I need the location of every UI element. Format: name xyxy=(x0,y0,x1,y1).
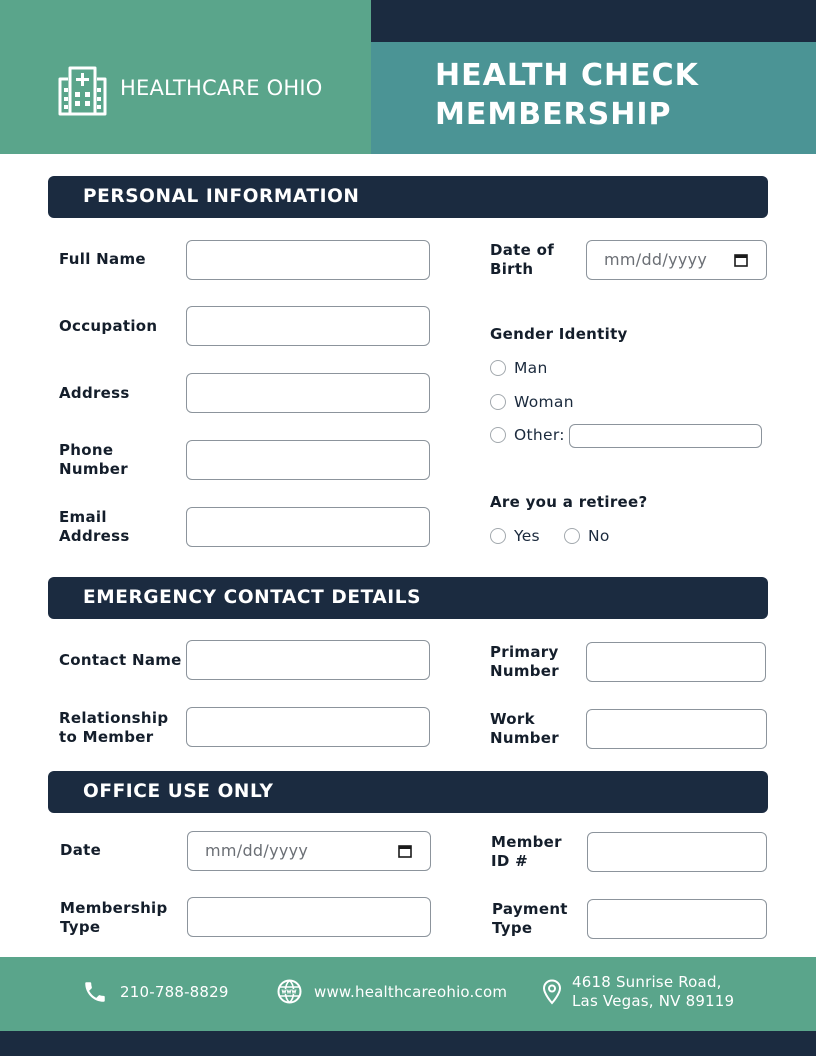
address-input[interactable] xyxy=(186,373,430,413)
radio-button[interactable] xyxy=(490,528,506,544)
member-id-label xyxy=(491,833,562,871)
calendar-icon[interactable] xyxy=(398,844,412,858)
title-line-1: HEALTH CHECK xyxy=(435,58,699,93)
occupation-label: Occupation xyxy=(59,317,158,335)
section-personal-information: PERSONAL INFORMATION xyxy=(48,176,768,218)
phone-number-label xyxy=(59,441,128,479)
member-id-input[interactable] xyxy=(587,832,767,872)
dob-label-line-2: Birth xyxy=(490,260,534,278)
office-date-placeholder: mm/dd/yyyy xyxy=(205,841,309,860)
membership-label-line-1: Membership xyxy=(60,899,168,917)
footer-phone[interactable]: 210-788-8829 xyxy=(120,983,229,1001)
membership-type-input[interactable] xyxy=(187,897,431,937)
membership-label-line-2: Type xyxy=(60,918,101,936)
globe-icon xyxy=(277,979,302,1004)
email-address-label xyxy=(59,508,130,546)
membership-type-label xyxy=(60,899,168,937)
section-office-use-only: OFFICE USE ONLY xyxy=(48,771,768,813)
relationship-label-line-1: Relationship xyxy=(59,709,169,727)
footer-address xyxy=(572,973,734,1011)
phone-number-input[interactable] xyxy=(186,440,430,480)
radio-label-man: Man xyxy=(514,359,548,377)
gender-option-woman[interactable] xyxy=(490,393,574,411)
header-top-strip xyxy=(371,0,816,42)
dob-placeholder: mm/dd/yyyy xyxy=(604,250,708,269)
document-title xyxy=(435,56,805,134)
radio-label-woman: Woman xyxy=(514,393,574,411)
footer-website[interactable]: www.healthcareohio.com xyxy=(314,983,508,1001)
radio-button[interactable] xyxy=(490,427,506,443)
radio-label-yes: Yes xyxy=(514,527,540,545)
member-id-label-line-2: ID # xyxy=(491,852,529,870)
payment-label-line-2: Type xyxy=(492,919,533,937)
member-id-label-line-1: Member xyxy=(491,833,562,851)
footer-bottom-strip xyxy=(0,1031,816,1056)
work-number-label xyxy=(490,710,559,748)
radio-button[interactable] xyxy=(564,528,580,544)
retiree-question-label: Are you a retiree? xyxy=(490,493,648,511)
work-number-input[interactable] xyxy=(586,709,767,749)
gender-option-other[interactable] xyxy=(490,426,565,444)
date-of-birth-label xyxy=(490,241,554,279)
date-of-birth-input[interactable] xyxy=(586,240,767,280)
primary-number-input[interactable] xyxy=(586,642,766,682)
relationship-input[interactable] xyxy=(186,707,430,747)
office-date-label: Date xyxy=(60,841,102,859)
email-label-line-1: Email xyxy=(59,508,107,526)
contact-name-label: Contact Name xyxy=(59,651,182,669)
phone-icon xyxy=(82,979,108,1005)
radio-button[interactable] xyxy=(490,360,506,376)
radio-button[interactable] xyxy=(490,394,506,410)
payment-label-line-1: Payment xyxy=(492,900,568,918)
phone-label-line-2: Number xyxy=(59,460,128,478)
retiree-option-yes[interactable] xyxy=(490,527,540,545)
relationship-label-line-2: to Member xyxy=(59,728,154,746)
radio-label-other: Other: xyxy=(514,426,565,444)
radio-label-no: No xyxy=(588,527,610,545)
location-pin-icon xyxy=(542,979,562,1005)
full-name-input[interactable] xyxy=(186,240,430,280)
work-label-line-2: Number xyxy=(490,729,559,747)
address-line-2: Las Vegas, NV 89119 xyxy=(572,992,735,1010)
work-label-line-1: Work xyxy=(490,710,535,728)
email-label-line-2: Address xyxy=(59,527,130,545)
primary-number-label xyxy=(490,643,559,681)
hospital-icon xyxy=(56,66,109,117)
contact-name-input[interactable] xyxy=(186,640,430,680)
primary-label-line-1: Primary xyxy=(490,643,559,661)
relationship-label xyxy=(59,709,168,747)
full-name-label: Full Name xyxy=(59,250,146,268)
email-address-input[interactable] xyxy=(186,507,430,547)
brand-name: HEALTHCARE OHIO xyxy=(120,76,323,100)
calendar-icon[interactable] xyxy=(734,253,748,267)
title-line-2: MEMBERSHIP xyxy=(435,97,672,132)
payment-type-label xyxy=(492,900,568,938)
dob-label-line-1: Date of xyxy=(490,241,555,259)
retiree-option-no[interactable] xyxy=(564,527,610,545)
gender-identity-label: Gender Identity xyxy=(490,325,628,343)
address-line-1: 4618 Sunrise Road, xyxy=(572,973,722,991)
occupation-input[interactable] xyxy=(186,306,430,346)
phone-label-line-1: Phone xyxy=(59,441,114,459)
office-date-input[interactable] xyxy=(187,831,431,871)
gender-other-input[interactable] xyxy=(569,424,762,448)
payment-type-input[interactable] xyxy=(587,899,767,939)
section-emergency-contact: EMERGENCY CONTACT DETAILS xyxy=(48,577,768,619)
gender-option-man[interactable] xyxy=(490,359,548,377)
primary-label-line-2: Number xyxy=(490,662,559,680)
address-label: Address xyxy=(59,384,130,402)
